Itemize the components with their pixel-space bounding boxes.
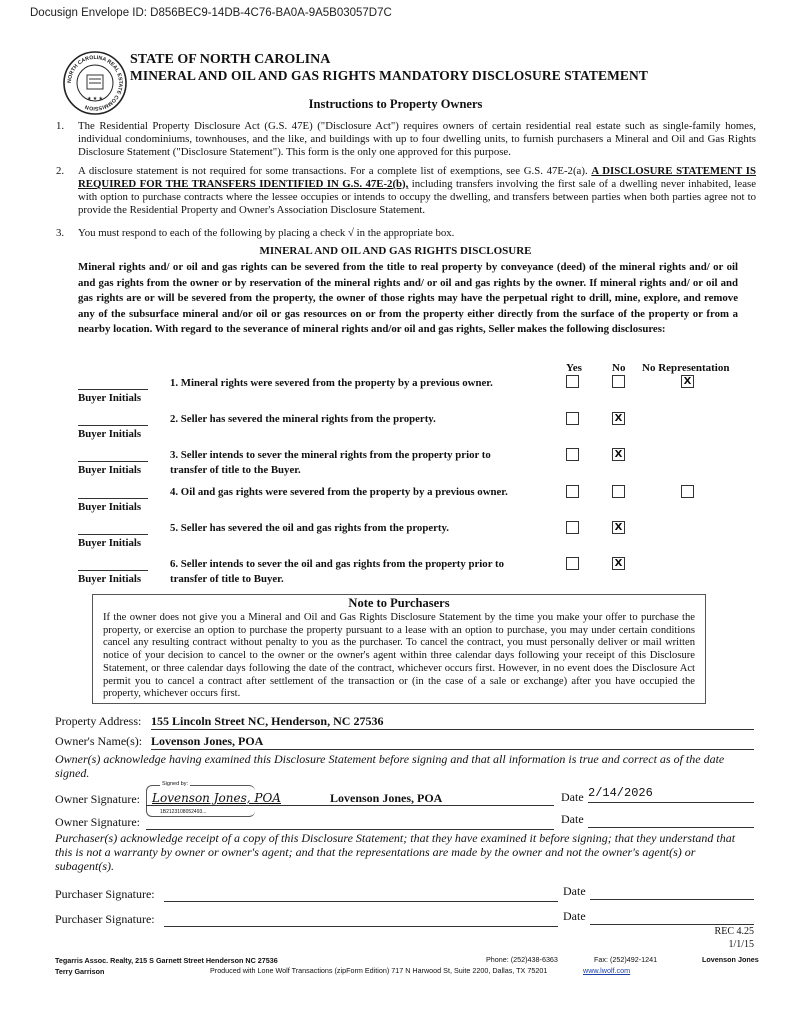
footer-phone: Phone: (252)438-6363 <box>486 955 558 964</box>
state-heading: STATE OF NORTH CAROLINA <box>130 52 331 67</box>
purchaser-signature-label: Purchaser Signature: <box>55 887 155 901</box>
q3-yes-checkbox[interactable] <box>566 448 579 461</box>
instructions-title: Instructions to Property Owners <box>308 97 483 111</box>
purchaser-acknowledgment: Purchaser(s) acknowledge receipt of a copy of this Disclosure Statement; that they have examined it before signing; that they understand that this is not a warranty by owner or owner's agent; and that the representations are made by the owner and not the owner's agent(s) or subagent(s). <box>55 831 736 873</box>
buyer-initials-field[interactable] <box>78 461 148 462</box>
buyer-initials-field[interactable] <box>78 498 148 499</box>
purchaser-signature-field[interactable] <box>164 888 558 902</box>
owner-signature-script[interactable]: Lovenson Jones, POA <box>152 791 281 805</box>
disclosure-intro: Mineral rights and/ or oil and gas rights can be severed from the title to real property by conveyance (deed) of the mineral rights and/ or oil and gas rights from the owner or by reservation of the mineral rights and/ or oil and gas rights by the owner. If mineral rights and/ or oil and gas rights are or will be severed from the property, the owner of those rights may have the perpetual right to drill, mine, explore, and remove any of the subsurface mineral and/or oil or gas resources on or from the property either directly from the surface of the property or from a nearby location. With regard to the severance of mineral rights and/or oil and gas rights, Seller makes the following disclosures: <box>78 261 738 335</box>
buyer-initials-label: Buyer Initials <box>78 537 142 549</box>
q1-norep-checkbox[interactable]: X <box>681 375 694 388</box>
question-4: 4. Oil and gas rights were severed from the property by a previous owner. <box>170 486 508 498</box>
instruction-text: You must respond to each of the following by placing a check √ in the appropriate box. <box>78 227 455 239</box>
q6-no-checkbox[interactable]: X <box>612 557 625 570</box>
seal-text: NORTH CAROLINA REAL ESTATE COMMISSION <box>66 54 124 112</box>
buyer-initials-field[interactable] <box>78 425 148 426</box>
envelope-id: Docusign Envelope ID: D856BEC9-14DB-4C76-BA0A-9A5B03057D7C <box>30 7 392 19</box>
instruction-num: 3. <box>56 227 65 239</box>
q2-no-checkbox[interactable]: X <box>612 412 625 425</box>
owner-acknowledgment: Owner(s) acknowledge having examined this Disclosure Statement before signing and that all information is true and correct as of the date signed. <box>55 752 725 780</box>
disclosure-title: MINERAL AND OIL AND GAS RIGHTS DISCLOSURE <box>259 245 532 257</box>
buyer-initials-label: Buyer Initials <box>78 464 142 476</box>
instruction-item-1 <box>56 120 756 159</box>
instruction-text-c: including transfers involving the first sale of a dwelling never inhabited, lease with option to purchase contracts where the lessee occupies or intends to occupy the dwelling, and transfers between parties when both parties agree not to provide the Residential Property and Owner's Association Disclosure Statement. <box>78 178 757 216</box>
purchaser-date-field[interactable] <box>590 884 754 900</box>
footer-company: Tegarris Assoc. Realty, 215 S Garnett Street Henderson NC 27536 <box>55 956 278 965</box>
property-address-label: Property Address: <box>55 714 142 728</box>
buyer-initials-label: Buyer Initials <box>78 573 142 585</box>
form-date: 1/1/15 <box>728 939 754 950</box>
column-no-representation: No Representation <box>642 362 730 374</box>
owner-signature-label: Owner Signature: <box>55 792 140 806</box>
instruction-num: 1. <box>56 120 65 132</box>
footer-file-name: Lovenson Jones <box>702 955 759 964</box>
buyer-initials-field[interactable] <box>78 534 148 535</box>
instruction-emphasis: A DISCLOSURE STATEMENT IS REQUIRED FOR THE TRANSFERS IDENTIFIED IN G.S. 47E-2(b), <box>78 165 756 190</box>
buyer-initials-label: Buyer Initials <box>78 501 142 513</box>
q2-yes-checkbox[interactable] <box>566 412 579 425</box>
purchaser-date-2-field[interactable] <box>590 909 754 925</box>
date-label: Date <box>563 884 586 898</box>
owner-date-2-field[interactable] <box>588 812 754 828</box>
q1-yes-checkbox[interactable] <box>566 375 579 388</box>
signature-id: 1B2123108052493... <box>160 809 207 815</box>
instruction-item-2 <box>56 165 756 217</box>
q1-no-checkbox[interactable] <box>612 375 625 388</box>
signed-by-label: Signed by: <box>162 781 188 787</box>
footer-agent: Terry Garrison <box>55 967 105 976</box>
owner-signature-name: Lovenson Jones, POA <box>330 791 443 805</box>
q5-no-checkbox[interactable]: X <box>612 521 625 534</box>
owner-names-field[interactable]: Lovenson Jones, POA <box>151 734 754 750</box>
q5-yes-checkbox[interactable] <box>566 521 579 534</box>
owner-signature-2-field[interactable] <box>146 816 554 830</box>
purchaser-signature-2-field[interactable] <box>164 913 558 927</box>
buyer-initials-label: Buyer Initials <box>78 428 142 440</box>
footer-fax: Fax: (252)492-1241 <box>594 955 658 964</box>
column-no: No <box>612 362 626 374</box>
question-2: 2. Seller has severed the mineral rights from the property. <box>170 413 436 425</box>
buyer-initials-field[interactable] <box>78 389 148 390</box>
form-code: REC 4.25 <box>714 926 754 937</box>
q4-no-checkbox[interactable] <box>612 485 625 498</box>
footer-url-link[interactable]: www.lwolf.com <box>583 966 631 975</box>
column-yes: Yes <box>566 362 582 374</box>
note-to-purchasers <box>92 594 706 704</box>
question-1: 1. Mineral rights were severed from the property by a previous owner. <box>170 377 493 389</box>
buyer-initials-field[interactable] <box>78 570 148 571</box>
instruction-num: 2. <box>56 165 65 177</box>
buyer-initials-label: Buyer Initials <box>78 392 142 404</box>
date-label: Date <box>561 812 584 826</box>
q4-norep-checkbox[interactable] <box>681 485 694 498</box>
note-text: If the owner does not give you a Mineral and Oil and Gas Rights Disclosure Statement by the time you make your offer to purchase the property, or exercise an option to purchase the property pursuant to a lease with an option to purchase, you may under certain conditions cancel any resulting contract without penalty to you as the purchaser. To cancel the contract, you must personally deliver or mail written notice of your decision to cancel to the owner or the owner's agent within three calendar days following your receipt of this Disclosure Statement, or three calendar days following the date of the contract, whichever occurs first. However, in no event does the Disclosure Act permit you to cancel a contract after settlement of the transaction or (in the case of a sale or exchange) after you have occupied the property, whichever occurs first. <box>103 612 695 700</box>
question-6: 6. Seller intends to sever the oil and gas rights from the property prior to transfer of title to Buyer. <box>170 558 504 585</box>
question-3: 3. Seller intends to sever the mineral rights from the property prior to transfer of title to the Buyer. <box>170 449 491 476</box>
instruction-text <box>78 165 756 217</box>
owner-names-label: Owner's Name(s): <box>55 734 143 748</box>
owner-signature-2-label: Owner Signature: <box>55 815 140 829</box>
form-title: MINERAL AND OIL AND GAS RIGHTS MANDATORY DISCLOSURE STATEMENT <box>130 68 648 83</box>
instruction-item-3 <box>56 227 756 240</box>
note-title: Note to Purchasers <box>348 596 450 610</box>
owner-date-field[interactable]: 2/14/2026 <box>588 786 754 803</box>
q3-no-checkbox[interactable]: X <box>612 448 625 461</box>
footer-produced: Produced with Lone Wolf Transactions (zipForm Edition) 717 N Harwood St, Suite 2200, Dallas, TX 75201 <box>210 966 548 975</box>
instruction-text: The Residential Property Disclosure Act (G.S. 47E) ("Disclosure Act") requires owners of certain residential real estate such as single-family homes, individual condominiums, townhouses, and the like, and buildings with up to four dwelling units, to furnish purchasers a Mineral and Oil and Gas Rights Disclosure Statement ("Disclosure Statement"). This form is the only one approved for this purpose. <box>78 120 756 158</box>
question-5: 5. Seller has severed the oil and gas rights from the property. <box>170 522 450 534</box>
q6-yes-checkbox[interactable] <box>566 557 579 570</box>
instruction-text-a: A disclosure statement is not required for some transactions. For a complete list of exemptions, see G.S. 47E-2(a). <box>78 165 592 177</box>
q4-yes-checkbox[interactable] <box>566 485 579 498</box>
property-address-field[interactable]: 155 Lincoln Street NC, Henderson, NC 27536 <box>151 714 754 730</box>
date-label: Date <box>563 909 586 923</box>
svg-text:★ ★ ★: ★ ★ ★ <box>87 97 103 102</box>
date-label: Date <box>561 790 584 804</box>
purchaser-signature-2-label: Purchaser Signature: <box>55 912 155 926</box>
